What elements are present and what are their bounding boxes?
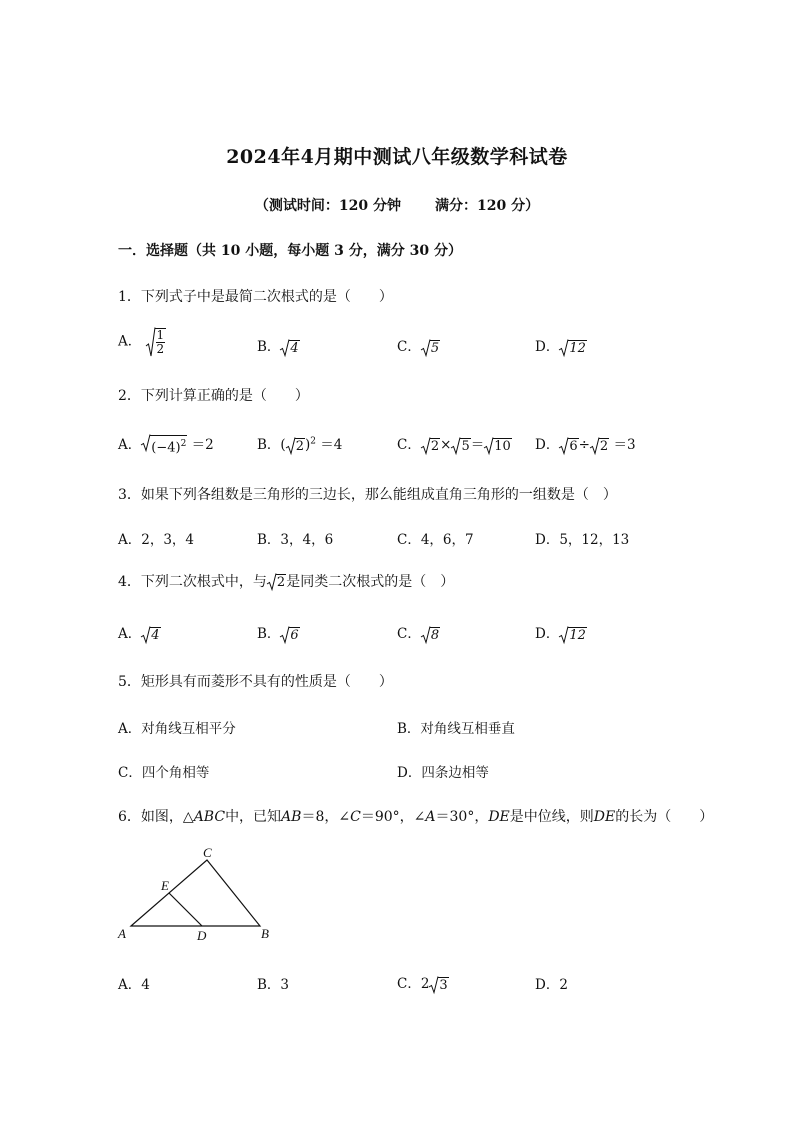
q3-option-d[interactable]: D．5，12，13 [535,532,630,548]
q5-option-c[interactable]: C．四个角相等 [118,765,210,781]
triangle-abc [131,860,260,926]
q3-option-a[interactable]: A．2，3，4 [118,532,195,548]
question-5-stem: 5．矩形具有而菱形不具有的性质是（ ） [118,674,393,690]
exam-subtitle [0,195,794,215]
q1-option-d[interactable]: D． 12 [535,339,586,356]
exam-title: 2024年4月期中测试八年级数学科试卷 [226,146,568,168]
q5-option-a[interactable]: A．对角线互相平分 [118,721,236,737]
q6-option-d[interactable]: D．2 [535,977,568,993]
q1-option-a[interactable]: A． $\frac{1}{2}$ [118,328,165,356]
q1-option-c[interactable]: C． 5 [397,339,440,356]
question-1-stem: 1．下列式子中是最简二次根式的是（ ） [118,289,393,305]
q2-option-c[interactable]: C． 2 × 5 ＝ 10 [397,437,511,454]
question-2-stem: 2．下列计算正确的是（ ） [118,388,309,404]
midline-de [169,893,202,926]
full-score: 满分：120 分） [435,198,540,214]
q6-option-c[interactable]: C．2 3 [397,976,448,993]
sqrt-fraction: $\frac{1}{2}$ [146,327,167,357]
q1-option-b[interactable]: B． 4 [257,339,299,356]
q3-option-b[interactable]: B．3，4，6 [257,532,334,548]
label-c: C [203,845,212,860]
q2-option-d[interactable]: D． 6 ÷ 2 ＝3 [535,437,636,454]
q5-option-d[interactable]: D．四条边相等 [397,765,489,781]
q5-option-b[interactable]: B．对角线互相垂直 [397,721,515,737]
q6-option-b[interactable]: B．3 [257,977,290,993]
label-a: A [118,926,126,941]
q4-option-d[interactable]: D． 12 [535,626,586,643]
label-e: E [161,878,169,893]
test-time: （测试时间：120 分钟 [254,198,401,214]
q6-option-a[interactable]: A．4 [118,977,150,993]
q2-option-a[interactable]: A． $(-4)^2$ ＝2 [118,433,214,457]
q4-option-c[interactable]: C． 8 [397,626,440,643]
question-6-stem: 6．如图，△ABC中，已知AB＝8，∠C＝90°，∠A＝30°，DE是中位线，则DE的长为（ ） [118,809,714,825]
q4-option-b[interactable]: B． 6 [257,626,299,643]
q4-option-a[interactable]: A． 4 [118,626,160,643]
question-3-stem: 3．如果下列各组数是三角形的三边长，那么能组成直角三角形的一组数是（ ） [118,487,617,503]
q3-option-c[interactable]: C．4，6，7 [397,532,474,548]
question-4-stem: 4．下列二次根式中，与 2 是同类二次根式的是（ ） [118,574,455,590]
q2-option-b[interactable]: B．( 2 )$^2$ ＝4 [257,436,343,454]
label-d: D [197,928,207,943]
label-b: B [261,926,269,941]
section-title: 一．选择题（共 10 小题，每小题 3 分，满分 30 分） [118,243,462,259]
